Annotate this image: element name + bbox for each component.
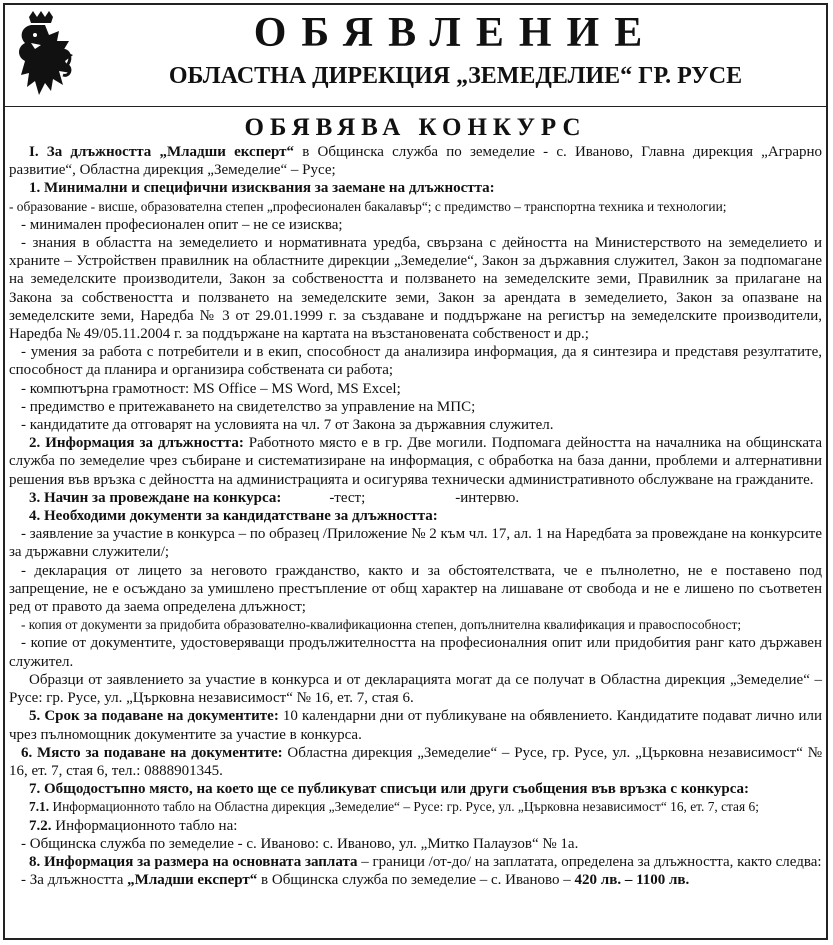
header: [5, 5, 826, 105]
salary-range: [9, 871, 822, 889]
salary-info-label: 8. Информация за размера на основната заплата: [29, 853, 358, 870]
board-2-location: - Общинска служба по земеделие - с. Иваново: с. Иваново, ул. „Митко Палаузов“ № 1а.: [21, 835, 579, 852]
board-1: [9, 798, 822, 816]
board-1-number: 7.1.: [29, 799, 50, 815]
deadline: [9, 707, 822, 743]
public-place-label: 7. Общодостъпно място, на което ще се публикуват списъци или други съобщения във връзка с конкурса:: [29, 781, 750, 798]
submission-place-text: Областна дирекция „Земеделие“ – Русе, гр. Русе, ул. „Църковна независимост“ № 16, ет. 7, стая 6, тел.: 0888901345.: [9, 744, 823, 779]
req-experience: - минимален професионален опит – не се изисква;: [21, 216, 343, 233]
page-subtitle: ОБЛАСТНА ДИРЕКЦИЯ „ЗЕМЕДЕЛИЕ“ ГР. РУСЕ: [168, 63, 743, 89]
contest-method: [9, 489, 822, 507]
salary-location: в Общинска служба по земеделие – с. Иваново –: [257, 872, 575, 889]
submission-place-label: 6. Място за подаване на документите:: [21, 744, 283, 761]
documents-heading: [9, 507, 822, 525]
salary-amount: 420 лв. – 1100 лв.: [574, 872, 690, 889]
doc-application: - заявление за участие в конкурса – по образец /Приложение № 2 към чл. 17, ал. 1 на Наредбата за провеждане на конкурсите за държавни служители/;: [9, 526, 822, 561]
lion-coat-of-arms-icon: [11, 11, 77, 95]
requirements-label: 1. Минимални и специфични изисквания за заемане на длъжността:: [29, 180, 495, 197]
doc-declaration: - декларация от лицето за неговото гражданство, както и за обстоятелствата, че е пълнолетно, не е поставено под запрещение, не е осъждано за умишлено престъпление от общ характер на лишаване от свобода и не е лишено по съответен ред от правото да заема определена длъжност;: [9, 562, 822, 616]
board-2: [9, 817, 822, 835]
board-2-number: 7.2.: [29, 817, 52, 834]
position-title: I. За длъжността „Младши експерт“: [29, 144, 295, 160]
req-education: - образование - висше, образователна степен „професионален бакалавър“; с предимство – транспортна техника и технологии;: [9, 198, 727, 214]
req-knowledge: - знания в областта на земеделието и нормативната уредба, свързана с дейността на Министерството на земеделието и храните – Устройствен правилник на областните дирекции „Земеделие“, Закон за държавния служител, Закон за подпомагане на земеделските производители, Закон за собствеността и ползването на земеделските земи, Правилник за прилагане на Закона за собствеността и ползването на земеделските земи, Закон за арендата в земеделието, Закон за опазване на земеделските земи, Наредба № 3 от 29.01.1999 г. за създаване и поддържане на регистър на земеделските производители, Наредба № 49/05.11.2004 г. за поддържане на картата на възстановената собственост и др.;: [9, 235, 822, 343]
method-interview: -интервю.: [455, 489, 520, 506]
position-text: в Общинска служба по земеделие - с. Иваново, Главна дирекция „Аграрно развитие“, Областна дирекция „Земеделие“ – Русе;: [9, 144, 823, 179]
board-2-text: Информационното табло на:: [51, 817, 238, 834]
req-computer: - компютърна грамотност: MS Office – MS Word, MS Excel;: [21, 380, 401, 397]
method-test: -тест;: [329, 489, 366, 506]
job-info-label: 2. Информация за длъжността:: [29, 435, 244, 452]
req-conditions: - кандидатите да отговарят на условията на чл. 7 от Закона за държавния служител.: [21, 417, 554, 434]
job-info: [9, 434, 822, 489]
salary-info-text: – граници /от-до/ на заплатата, определена за длъжността, както следва:: [357, 853, 822, 870]
req-skills: - умения за работа с потребители и в екип, способност да анализира информация, да я синтезира и представя резултатите, способност да планира и организира собствената си работа;: [9, 344, 822, 379]
documents-label: 4. Необходими документи за кандидатстване за длъжността:: [29, 508, 438, 525]
public-place: [9, 780, 822, 798]
page-title: ОБЯВЛЕНИЕ: [253, 10, 658, 56]
divider: [5, 106, 826, 107]
salary-position: „Младши експерт“: [127, 872, 258, 889]
doc-templates: Образци от заявлението за участие в конкурса и от декларацията могат да се получат в Областна дирекция „Земеделие“ – Русе: гр. Русе, ул. „Църковна независимост“ № 16, ет. 7, стая 6.: [9, 671, 822, 707]
contest-method-label: 3. Начин за провеждане на конкурса:: [29, 489, 282, 506]
board-1-text: Информационното табло на Областна дирекция „Земеделие“ – Русе: гр. Русе, ул. „Църковна независимост“ 16, ет. 7, стая 6;: [49, 799, 759, 815]
section-heading: ОБЯВЯВА КОНКУРС: [244, 114, 587, 141]
job-info-text: Работното място е в гр. Две могили. Подпомага дейността на началника на общинската служба по земеделие чрез събиране и систематизиране на информация, с обработка на база данни, проблеми и алтернативни решения във връзка с дейността на администрацията и осигурява технически административното обслужване на гражданите.: [9, 435, 823, 488]
doc-diplomas: - копия от документи за придобита образователно-квалификационна степен, допълнителна квалификация и правоспособност;: [21, 617, 742, 633]
announcement: [3, 3, 828, 940]
salary-prefix: - За длъжността: [21, 872, 128, 889]
deadline-text: 10 календарни дни от публикуване на обявлението. Кандидатите подават лично или чрез пълномощник документите за участие в конкурса.: [9, 708, 822, 743]
requirements-heading: [9, 179, 822, 197]
salary-info: [9, 853, 822, 871]
position-intro: [9, 143, 822, 179]
doc-experience: - копие от документите, удостоверяващи продължителността на професионалния опит или придобития ранг като държавен служител.: [9, 635, 822, 670]
req-driving: - предимство е притежаването на свидетелство за управление на МПС;: [21, 398, 476, 415]
submission-place: [9, 744, 822, 780]
announcement-body: [9, 143, 822, 889]
deadline-label: 5. Срок за подаване на документите:: [29, 708, 279, 725]
